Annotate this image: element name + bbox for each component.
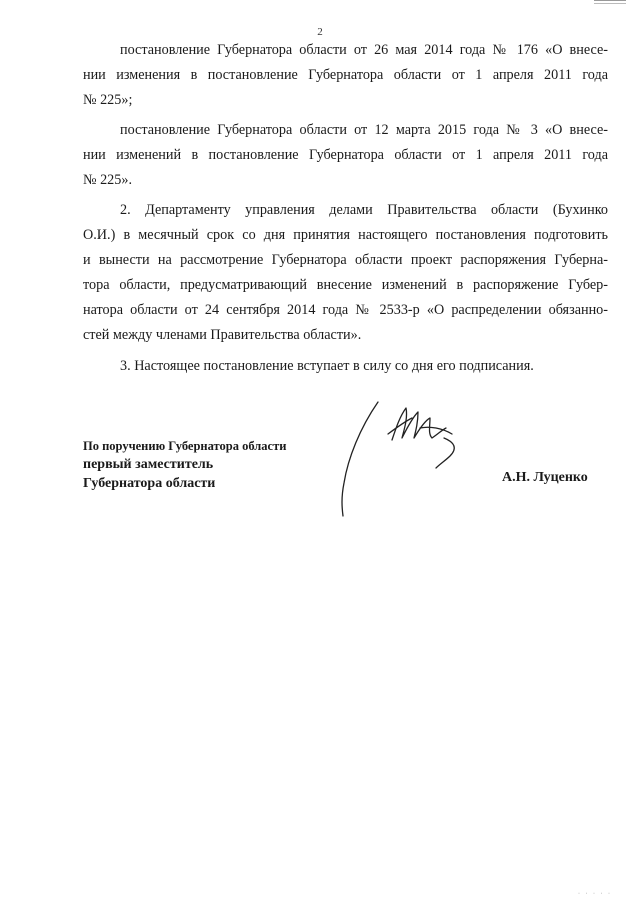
- paragraph-1-line-2: нии изменения в постановление Губернатора области от 1 апреля 2011 года: [83, 67, 608, 83]
- signature-block: [83, 437, 286, 493]
- scan-edge-mark-bottom: · · · · ·: [578, 891, 612, 897]
- paragraph-2-line-2: нии изменений в постановление Губернатора области от 1 апреля 2011 года: [83, 147, 608, 163]
- signature-position: первый заместитель: [83, 457, 214, 472]
- paragraph-3-line-4: тора области, предусматривающий внесение изменений в распоряжение Губер-: [83, 277, 608, 293]
- paragraph-3-line-1: 2. Департаменту управления делами Правительства области (Бухинко: [120, 202, 608, 218]
- handwritten-signature: [330, 398, 470, 528]
- paragraph-3-line-3: и вынести на рассмотрение Губернатора области проект распоряжения Губерна-: [83, 252, 608, 268]
- paragraph-1-line-1: постановление Губернатора области от 26 мая 2014 года № 176 «О внесе-: [120, 42, 608, 58]
- paragraph-3-line-6: стей между членами Правительства области».: [83, 327, 362, 343]
- signatory-name: А.Н. Луценко: [502, 470, 588, 485]
- paragraph-2-line-1: постановление Губернатора области от 12 марта 2015 года № 3 «О внесе-: [120, 122, 608, 138]
- scan-edge-mark: [594, 0, 626, 4]
- paragraph-3-line-5: натора области от 24 сентября 2014 года № 2533-р «О распределении обязанно-: [83, 302, 608, 318]
- signature-position-2: Губернатора области: [83, 476, 216, 491]
- signature-authority: По поручению Губернатора области: [83, 439, 287, 453]
- paragraph-2-line-3: № 225».: [83, 172, 133, 188]
- paragraph-4-line-1: 3. Настоящее постановление вступает в силу со дня его подписания.: [120, 358, 534, 374]
- paragraph-1-line-3: № 225»;: [83, 92, 133, 108]
- paragraph-3-line-2: О.И.) в месячный срок со дня принятия настоящего постановления подготовить: [83, 227, 608, 243]
- page-number: 2: [317, 26, 323, 38]
